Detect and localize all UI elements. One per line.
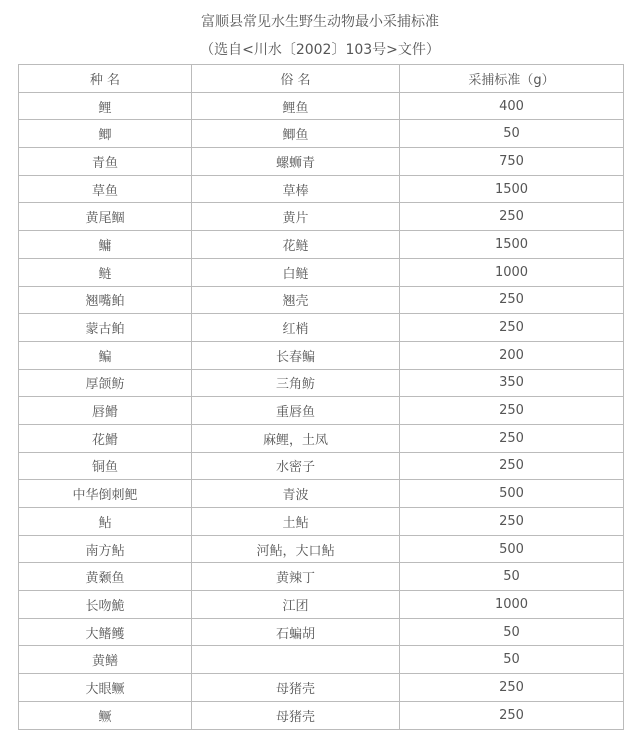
header-catch-standard: 采捕标准（g） [400, 65, 624, 93]
catch-standard-cell: 250 [400, 203, 624, 231]
catch-standard-cell: 1000 [400, 591, 624, 619]
common-name-cell: 重唇鱼 [192, 397, 400, 425]
catch-standard-cell: 200 [400, 341, 624, 369]
common-name-cell: 螺蛳青 [192, 148, 400, 176]
common-name-cell: 白鲢 [192, 258, 400, 286]
catch-standard-cell: 250 [400, 424, 624, 452]
document-subtitle: （选自<川水〔2002〕103号>文件） [200, 42, 440, 58]
common-name-cell: 土鲇 [192, 508, 400, 536]
catch-standard-cell: 500 [400, 480, 624, 508]
catch-standard-cell: 500 [400, 535, 624, 563]
species-cell: 鲢 [19, 258, 192, 286]
catch-standard-cell: 50 [400, 618, 624, 646]
common-name-cell: 三角鲂 [192, 369, 400, 397]
species-cell: 厚颌鲂 [19, 369, 192, 397]
catch-standard-cell: 350 [400, 369, 624, 397]
species-cell: 大鳍鳠 [19, 618, 192, 646]
catch-standard-cell: 1500 [400, 175, 624, 203]
catch-standard-cell: 400 [400, 92, 624, 120]
table-row [19, 480, 624, 508]
catch-standard-cell: 250 [400, 701, 624, 729]
species-cell: 草鱼 [19, 175, 192, 203]
catch-standard-cell: 1000 [400, 258, 624, 286]
table-row [19, 618, 624, 646]
table-body [19, 92, 624, 729]
common-name-cell: 青波 [192, 480, 400, 508]
table-row [19, 397, 624, 425]
species-cell: 黄颡鱼 [19, 563, 192, 591]
species-cell: 黄尾鲴 [19, 203, 192, 231]
common-name-cell: 长春鳊 [192, 341, 400, 369]
header-row [19, 65, 624, 93]
table-row [19, 148, 624, 176]
table-row [19, 203, 624, 231]
table-row [19, 674, 624, 702]
common-name-cell: 河鲇，大口鲇 [192, 535, 400, 563]
species-cell: 鲤 [19, 92, 192, 120]
common-name-cell: 鲫鱼 [192, 120, 400, 148]
species-cell: 鳊 [19, 341, 192, 369]
catch-standard-cell: 250 [400, 452, 624, 480]
catch-standard-cell: 250 [400, 674, 624, 702]
species-cell: 蒙古鲌 [19, 314, 192, 342]
document-title: 富顺县常见水生野生动物最小采捕标准 [201, 14, 439, 30]
common-name-cell: 翘壳 [192, 286, 400, 314]
table-row [19, 341, 624, 369]
table-row [19, 508, 624, 536]
catch-standard-cell: 50 [400, 646, 624, 674]
species-cell: 翘嘴鲌 [19, 286, 192, 314]
common-name-cell [192, 646, 400, 674]
common-name-cell: 母猪壳 [192, 701, 400, 729]
species-cell: 南方鲇 [19, 535, 192, 563]
table-row [19, 452, 624, 480]
catch-standard-table [18, 64, 624, 730]
species-cell: 大眼鳜 [19, 674, 192, 702]
catch-standard-cell: 50 [400, 563, 624, 591]
common-name-cell: 水密子 [192, 452, 400, 480]
species-cell: 中华倒刺鲃 [19, 480, 192, 508]
species-cell: 长吻鮠 [19, 591, 192, 619]
species-cell: 鲫 [19, 120, 192, 148]
table-header [19, 65, 624, 93]
header-common-name: 俗 名 [192, 65, 400, 93]
species-cell: 铜鱼 [19, 452, 192, 480]
common-name-cell: 石蝙胡 [192, 618, 400, 646]
table-row [19, 701, 624, 729]
table-row [19, 646, 624, 674]
species-cell: 唇䱻 [19, 397, 192, 425]
table-row [19, 535, 624, 563]
table-row [19, 591, 624, 619]
species-cell: 鲇 [19, 508, 192, 536]
catch-standard-cell: 250 [400, 314, 624, 342]
species-cell: 花䱻 [19, 424, 192, 452]
common-name-cell: 黄片 [192, 203, 400, 231]
catch-standard-cell: 1500 [400, 231, 624, 259]
catch-standard-cell: 750 [400, 148, 624, 176]
table-row [19, 231, 624, 259]
common-name-cell: 草棒 [192, 175, 400, 203]
table-row [19, 175, 624, 203]
common-name-cell: 黄辣丁 [192, 563, 400, 591]
species-cell: 鳜 [19, 701, 192, 729]
catch-standard-cell: 250 [400, 397, 624, 425]
table-row [19, 286, 624, 314]
common-name-cell: 红梢 [192, 314, 400, 342]
table-row [19, 92, 624, 120]
common-name-cell: 花鲢 [192, 231, 400, 259]
table-row [19, 120, 624, 148]
species-cell: 鳙 [19, 231, 192, 259]
catch-standard-cell: 250 [400, 286, 624, 314]
table-row [19, 314, 624, 342]
table-row [19, 369, 624, 397]
table-row [19, 563, 624, 591]
table-row [19, 258, 624, 286]
species-cell: 黄鳝 [19, 646, 192, 674]
catch-standard-cell: 250 [400, 508, 624, 536]
common-name-cell: 鲤鱼 [192, 92, 400, 120]
species-cell: 青鱼 [19, 148, 192, 176]
catch-standard-cell: 50 [400, 120, 624, 148]
header-species: 种 名 [19, 65, 192, 93]
table-row [19, 424, 624, 452]
common-name-cell: 母猪壳 [192, 674, 400, 702]
common-name-cell: 麻鲤，土凤 [192, 424, 400, 452]
common-name-cell: 江团 [192, 591, 400, 619]
